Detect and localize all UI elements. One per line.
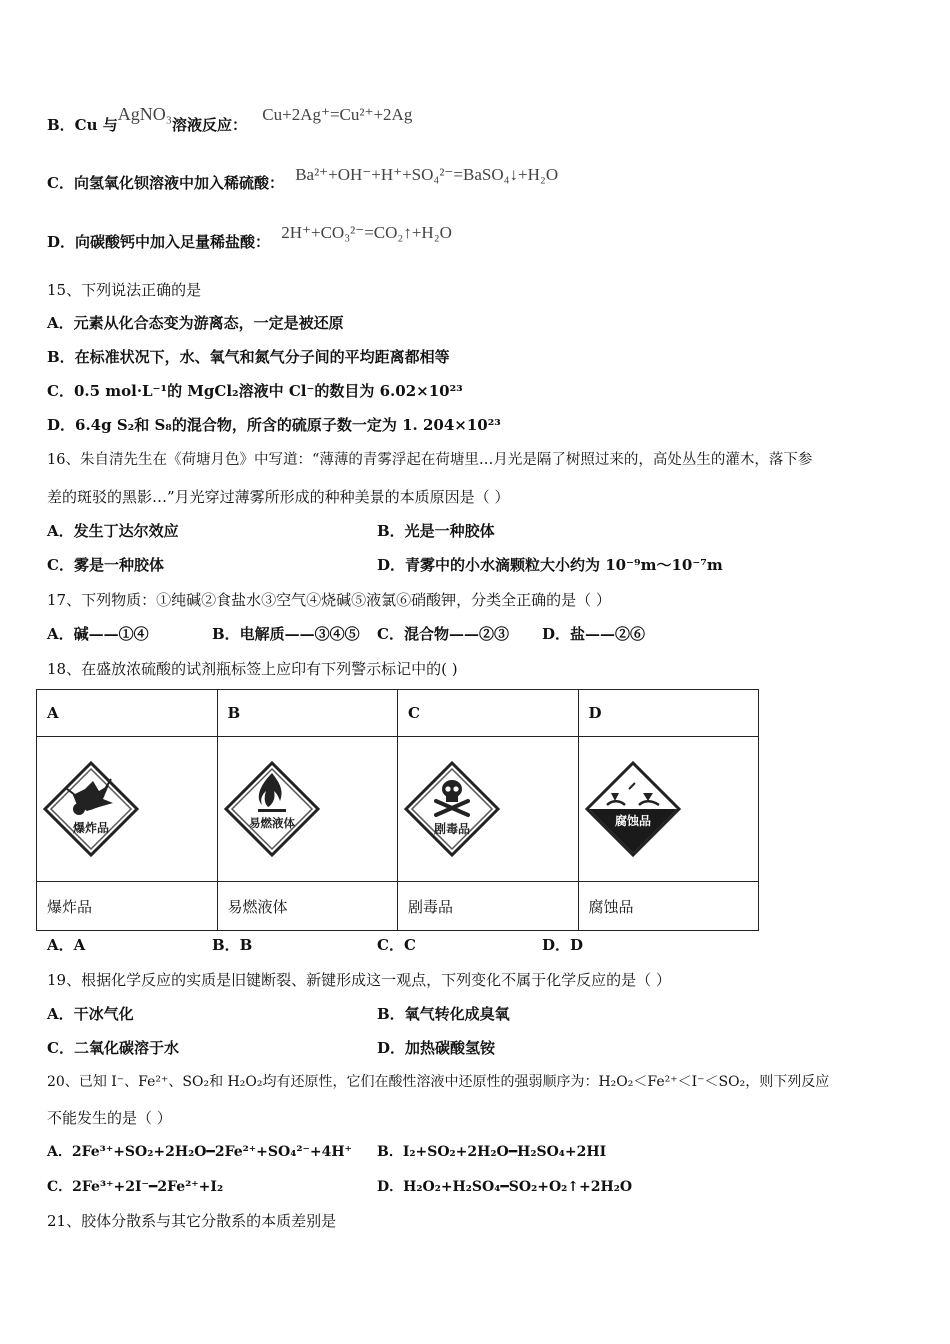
hazard-header-a: A — [37, 690, 218, 737]
q17-stem: 17、下列物质：①纯碱②食盐水③空气④烧碱⑤液氯⑥硝酸钾，分类全正确的是（ ） — [47, 591, 611, 609]
hazard-table-header-row — [37, 690, 759, 737]
flame-symbol-text: 易燃液体 — [248, 816, 295, 830]
q16-option-a: A．发生丁达尔效应 — [47, 522, 179, 540]
q14-d-formula: 2H⁺+CO₃²⁻=CO₂↑+H₂O — [281, 223, 452, 242]
q15-option-a: A．元素从化合态变为游离态，一定是被还原 — [47, 314, 344, 332]
corrosive-symbol-text: 腐蚀品 — [614, 814, 651, 828]
hazard-table-symbol-row — [37, 737, 759, 882]
explosive-icon — [41, 759, 141, 859]
q20-option-a: A．2Fe³⁺+SO₂+2H₂O━2Fe²⁺+SO₄²⁻+4H⁺ — [47, 1144, 352, 1160]
hazard-cell-a — [37, 737, 218, 882]
q17-option-c: C．混合物——②③ — [377, 625, 509, 643]
q14-b-reagent: AgNO₃ — [117, 104, 173, 124]
q14-c-formula: Ba²⁺+OH⁻+H⁺+SO₄²⁻=BaSO₄↓+H₂O — [295, 165, 559, 184]
q17-option-a: A．碱——①④ — [47, 625, 149, 643]
hazard-cell-c — [398, 737, 579, 882]
q14-b-label: B．Cu 与 — [47, 116, 118, 134]
hazard-cell-b — [217, 737, 398, 882]
q19-stem: 19、根据化学反应的实质是旧键断裂、新键形成这一观点，下列变化不属于化学反应的是（ ） — [47, 971, 671, 989]
skull-crossbones-icon — [402, 759, 502, 859]
q16-option-d: D．青雾中的小水滴颗粒大小约为 10⁻⁹m～10⁻⁷m — [377, 556, 723, 574]
q18-option-c: C．C — [377, 936, 416, 954]
q14-b-tail: 溶液反应： — [172, 116, 248, 134]
q14-option-d — [47, 223, 452, 252]
q18-option-d: D．D — [542, 936, 584, 954]
explosive-symbol-text: 爆炸品 — [72, 821, 110, 835]
q19-option-d: D．加热碳酸氢铵 — [377, 1039, 496, 1057]
q17-option-d: D．盐——②⑥ — [542, 625, 646, 643]
q15-stem: 15、下列说法正确的是 — [47, 281, 202, 299]
q17-option-b: B．电解质——③④⑤ — [212, 625, 360, 643]
q18-option-a: A．A — [47, 936, 86, 954]
q14-c-label: C．向氢氧化钡溶液中加入稀硫酸： — [47, 174, 284, 192]
q21-stem: 21、胶体分散系与其它分散系的本质差别是 — [47, 1212, 337, 1230]
q16-option-b: B．光是一种胶体 — [377, 522, 495, 540]
q19-option-b: B．氧气转化成臭氧 — [377, 1005, 510, 1023]
q18-option-b: B．B — [212, 936, 253, 954]
hazard-header-d: D — [578, 690, 759, 737]
q14-option-c — [47, 165, 559, 193]
hazard-table-name-row — [37, 882, 759, 931]
q14-option-b — [47, 104, 413, 135]
q15-option-b: B．在标准状况下，水、氧气和氮气分子间的平均距离都相等 — [47, 348, 450, 366]
q16-stem-line1: 16、朱自清先生在《荷塘月色》中写道：“薄薄的青雾浮起在荷塘里…月光是隔了树照过来的，高处丛生的灌木，落下参 — [47, 452, 813, 468]
q19-option-c: C．二氧化碳溶于水 — [47, 1039, 179, 1057]
q16-option-c: C．雾是一种胶体 — [47, 556, 164, 574]
flame-icon — [222, 759, 322, 859]
q18-stem: 18、在盛放浓硫酸的试剂瓶标签上应印有下列警示标记中的( ) — [47, 660, 458, 678]
q20-stem-line1: 20、已知 I⁻、Fe²⁺、SO₂和 H₂O₂均有还原性，它们在酸性溶液中还原性的强弱顺序为：H₂O₂＜Fe²⁺＜I⁻＜SO₂，则下列反应 — [47, 1074, 830, 1090]
q20-stem-line2: 不能发生的是（ ） — [47, 1109, 172, 1127]
q15-option-d: D．6.4g S₂和 S₈的混合物，所含的硫原子数一定为 1. 204×10²³ — [47, 416, 501, 434]
hazard-header-c: C — [398, 690, 579, 737]
hazard-header-b: B — [217, 690, 398, 737]
q20-option-d: D．H₂O₂+H₂SO₄━SO₂+O₂↑+2H₂O — [377, 1179, 633, 1195]
q20-option-c: C．2Fe³⁺+2I⁻━2Fe²⁺+I₂ — [47, 1179, 224, 1195]
q15-option-c: C．0.5 mol·L⁻¹的 MgCl₂溶液中 Cl⁻的数目为 6.02×10²³ — [47, 382, 463, 400]
corrosive-icon — [583, 759, 683, 859]
q16-stem-line2: 差的斑驳的黑影…”月光穿过薄雾所形成的种种美景的本质原因是（ ） — [47, 488, 510, 506]
hazard-name-d: 腐蚀品 — [578, 882, 759, 931]
q19-option-a: A．干冰气化 — [47, 1005, 134, 1023]
hazard-name-c: 剧毒品 — [398, 882, 579, 931]
poison-symbol-text: 剧毒品 — [433, 822, 471, 836]
q14-d-label: D．向碳酸钙中加入足量稀盐酸： — [47, 233, 271, 251]
hazard-name-b: 易燃液体 — [217, 882, 398, 931]
q20-option-b: B．I₂+SO₂+2H₂O━H₂SO₄+2HI — [377, 1144, 607, 1160]
q14-b-formula: Cu+2Ag⁺=Cu²⁺+2Ag — [262, 105, 413, 124]
hazard-symbol-table — [36, 689, 759, 931]
hazard-cell-d — [578, 737, 759, 882]
hazard-name-a: 爆炸品 — [37, 882, 218, 931]
